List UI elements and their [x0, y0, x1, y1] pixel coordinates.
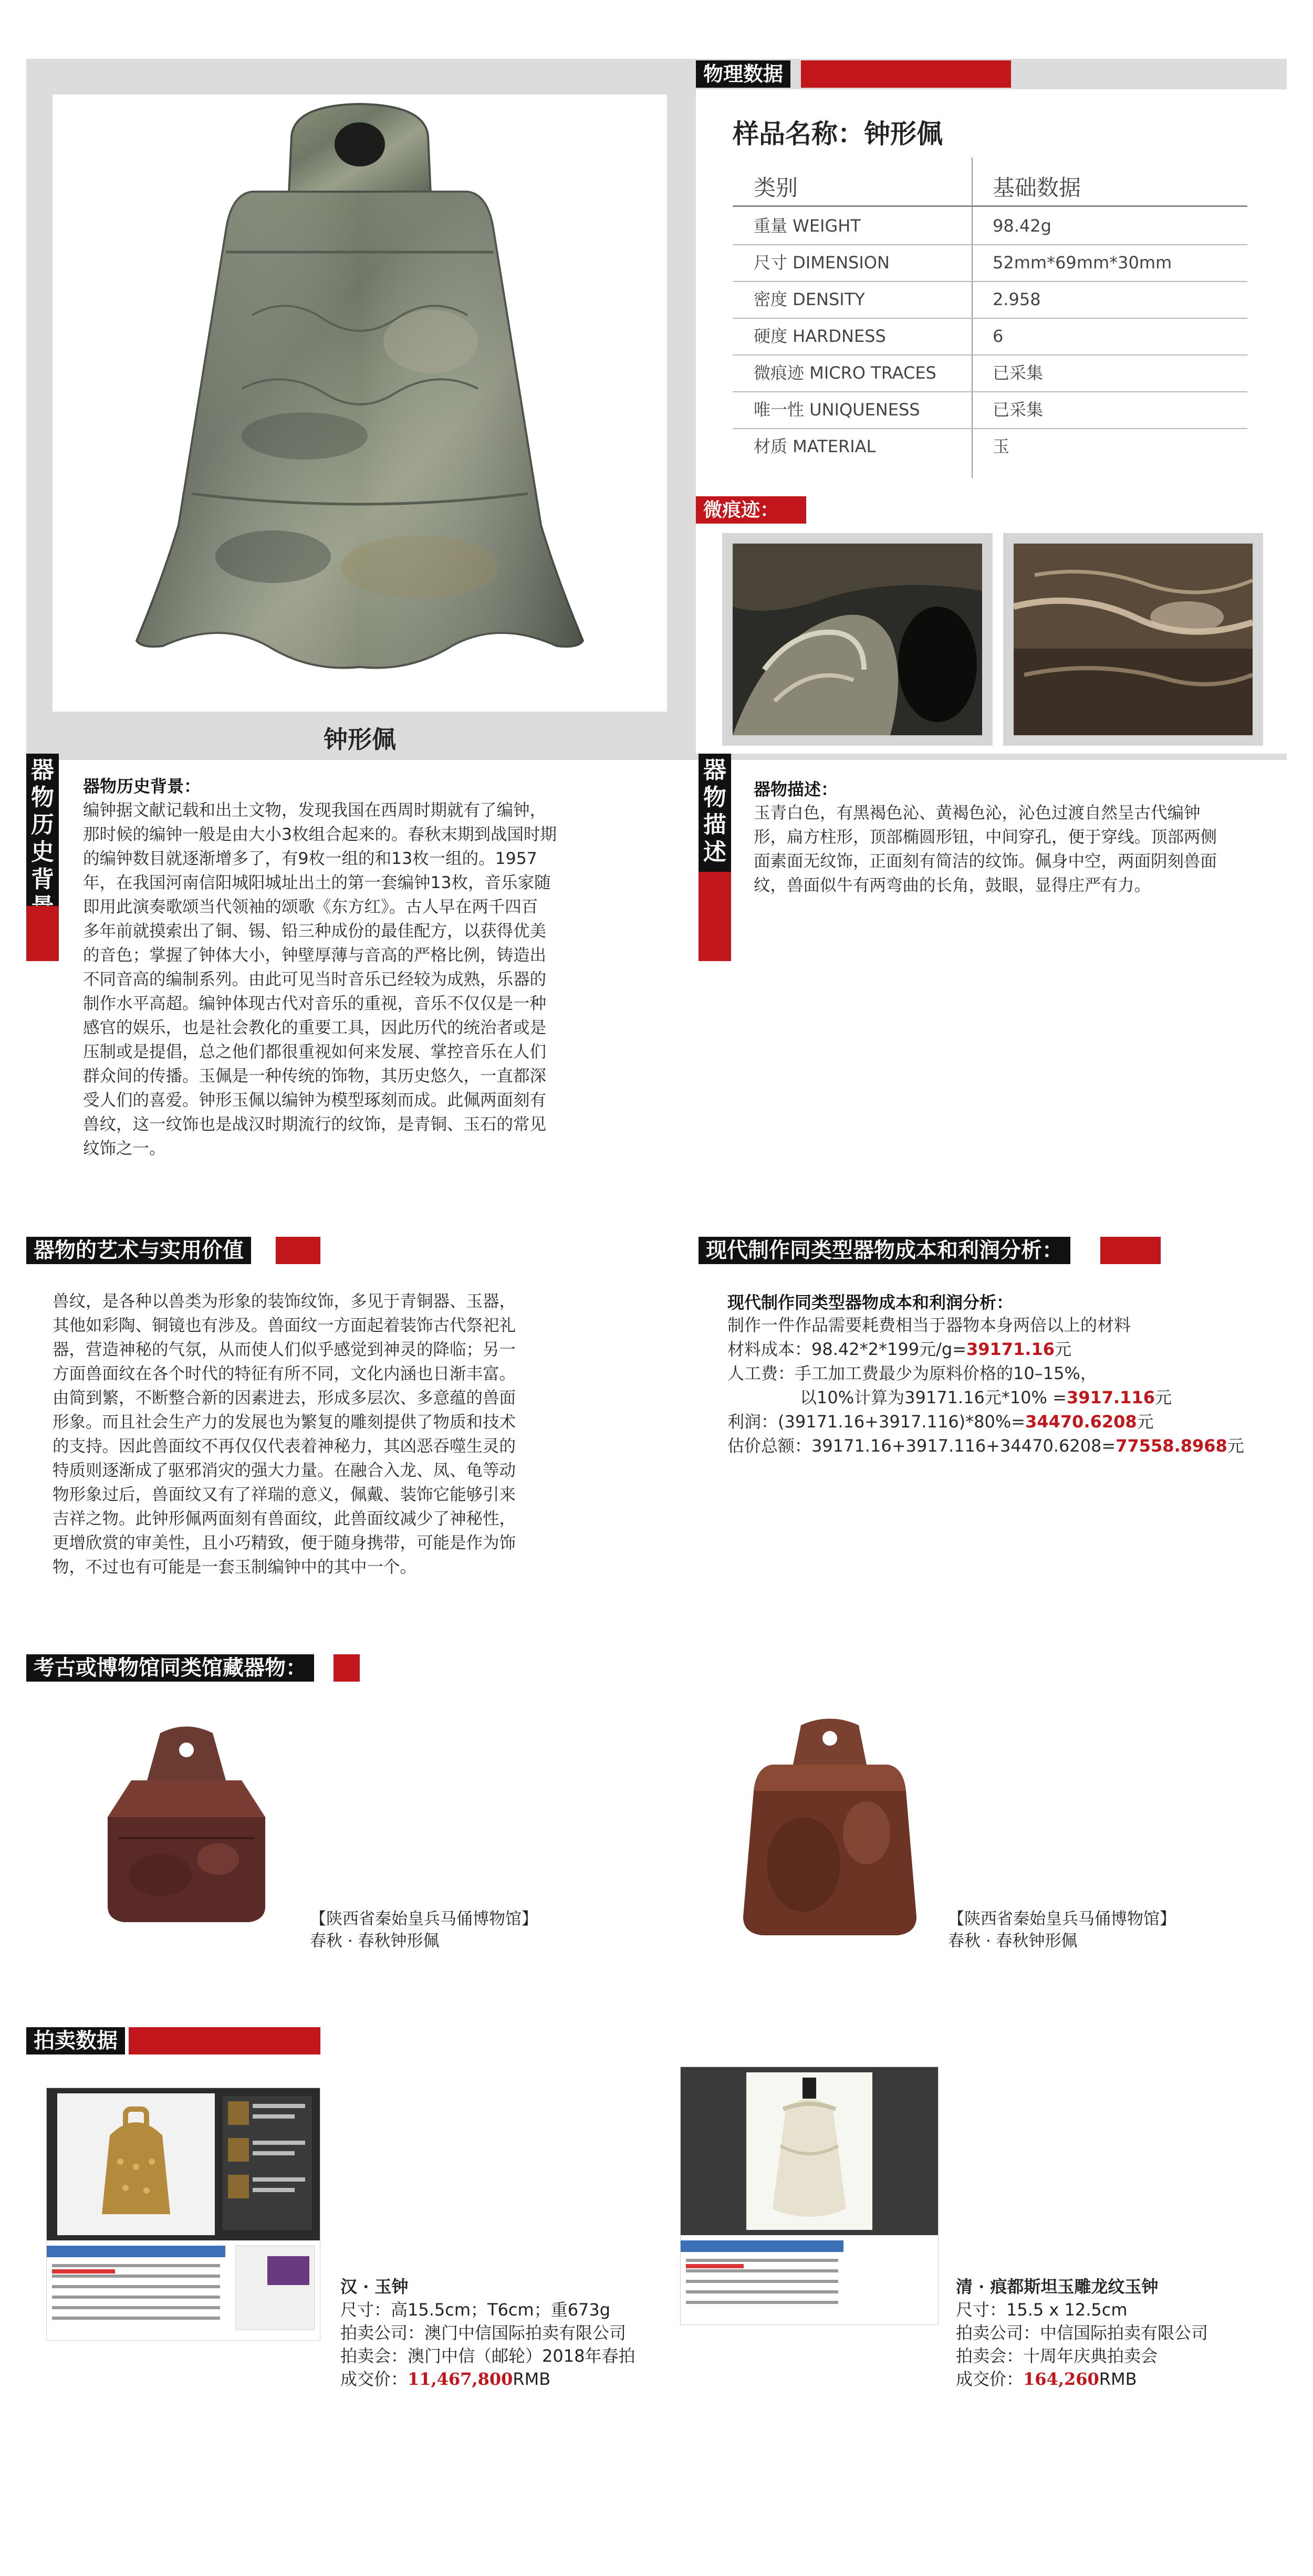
history-line: 不同音高的编制系列。由此可见当时音乐已经较为成熟，乐器的: [83, 970, 547, 989]
physics-row-key: 重量 WEIGHT: [754, 216, 861, 236]
cost-line-5: [727, 1410, 1244, 1434]
physics-row-key: 唯一性 UNIQUENESS: [754, 400, 920, 420]
description-title: 器物描述：: [754, 779, 838, 799]
physics-table-row: [733, 391, 1247, 429]
history-line: 多年前就摸索出了铜、锡、铅三种成份的最佳配方，以获得优美: [83, 922, 547, 941]
description-side-red: [699, 872, 731, 961]
auction-1-size: 尺寸：高15.5cm；T6cm；重673g: [340, 2300, 611, 2320]
history-side-red: [26, 906, 59, 961]
physics-row-value: 52mm*69mm*30mm: [993, 253, 1172, 273]
art-value-line: 物形象过后，兽面纹又有了祥瑞的意义，佩戴、装饰它能够引来: [53, 1485, 516, 1504]
auction-1-company: 拍卖公司：澳门中信国际拍卖有限公司: [340, 2323, 627, 2343]
description-line: 纹，兽面似牛有两弯曲的长角，鼓眼，显得庄严有力。: [754, 876, 1151, 895]
physics-table-row: [733, 318, 1247, 356]
history-line: 受人们的喜爱。钟形玉佩以编钟为模型琢刻而成。此佩两面刻有: [83, 1091, 547, 1110]
history-line: 年，在我国河南信阳城阳城址出土的第一套编钟13枚，音乐家随: [83, 873, 551, 892]
museum-1-name: 【陕西省秦始皇兵马俑博物馆】: [310, 1910, 538, 1928]
cost-line-2-prefix: 材料成本：98.42*2*199元/g=: [727, 1339, 966, 1359]
art-value-body: [53, 1289, 516, 1579]
physics-row-key: 硬度 HARDNESS: [754, 326, 886, 346]
history-line: 纹饰之一。: [83, 1139, 166, 1158]
header-red-bar: [801, 60, 1011, 88]
cost-header-label: 现代制作同类型器物成本和利润分析：: [699, 1237, 1070, 1264]
physics-row-key: 尺寸 DIMENSION: [754, 253, 890, 273]
auction-1-price-label: 成交价：: [340, 2369, 408, 2389]
physics-row-value: 已采集: [993, 363, 1044, 383]
history-line: 的音色；掌握了钟体大小，钟壁厚薄与音高的严格比例，铸造出: [83, 946, 547, 965]
art-value-line: 方面兽面纹在各个时代的特征有所不同，文化内涵也日渐丰富。: [53, 1364, 516, 1383]
auction-header: [26, 2027, 320, 2054]
museum-1-item: 春秋 · 春秋钟形佩: [310, 1932, 440, 1951]
micro-traces-label: 微痕迹：: [703, 499, 779, 521]
side-label-char: 历: [31, 811, 54, 838]
auction-1-price-line: [340, 2368, 635, 2391]
art-value-line: 的支持。因此兽面纹不再仅仅代表着神秘力，其凶恶吞噬生灵的: [53, 1437, 516, 1456]
physics-row-value: 98.42g: [993, 216, 1051, 236]
auction-2-size: 尺寸：15.5 x 12.5cm: [956, 2300, 1128, 2320]
art-value-line: 更增欣赏的审美性，且小巧精致，便于随身携带，可能是作为饰: [53, 1534, 516, 1552]
art-value-line: 形象。而且社会生产力的发展也为繁复的雕刻提供了物质和技术: [53, 1413, 516, 1432]
micro-photo-1: [733, 544, 982, 735]
main-photo-caption: 钟形佩: [324, 725, 396, 754]
museum-header: [26, 1654, 360, 1682]
micro-traces-header: [696, 496, 806, 524]
auction-1-session: 拍卖会：澳门中信（邮轮）2018年春拍: [340, 2346, 635, 2366]
physics-row-value: 已采集: [993, 400, 1044, 420]
cost-line-2-suffix: 元: [1054, 1339, 1071, 1359]
history-line: 感官的娱乐，也是社会教化的重要工具，因此历代的统治者或是: [83, 1018, 547, 1037]
header-red-bar: [276, 1237, 320, 1264]
micro-photo-2: [1014, 544, 1253, 735]
cost-line-2: [727, 1337, 1244, 1361]
main-artifact-photo: [53, 95, 667, 712]
table-header-row: [733, 171, 1247, 207]
art-value-line: 吉祥之物。此钟形佩两面刻有兽面纹，此兽面纹减少了神秘性，: [53, 1509, 516, 1528]
auction-1-price-unit: RMB: [513, 2369, 551, 2389]
art-value-header-label: 器物的艺术与实用价值: [26, 1237, 251, 1264]
auction-2-session: 拍卖会：十周年庆典拍卖会: [956, 2346, 1158, 2366]
auction-1-price: 11,467,800: [408, 2369, 513, 2389]
history-line: 那时候的编钟一般是由大小3枚组合起来的。春秋末期到战国时期: [83, 825, 557, 844]
art-value-line: 由简到繁，不断整合新的因素进去，形成多层次、多意蕴的兽面: [53, 1389, 516, 1407]
description-side-text: [699, 754, 731, 875]
physics-row-key: 微痕迹 MICRO TRACES: [754, 363, 936, 383]
cost-body: [727, 1313, 1244, 1458]
physics-row-key: 材质 MATERIAL: [754, 436, 876, 456]
auction-1-caption: [340, 2275, 635, 2391]
museum-header-label: 考古或博物馆同类馆藏器物：: [26, 1654, 314, 1682]
art-value-header: [26, 1237, 320, 1264]
art-value-line: 物，不过也有可能是一套玉制编钟中的其中一个。: [53, 1558, 417, 1577]
physics-table-row: [733, 244, 1247, 282]
description-side-label: [699, 754, 731, 964]
history-line: 的编钟数目就逐渐增多了，有9枚一组的和13枚一组的。1957: [83, 849, 537, 868]
art-value-line: 其他如彩陶、铜镜也有涉及。兽面纹一方面起着装饰古代祭祀礼: [53, 1316, 516, 1335]
museum-2-item: 春秋 · 春秋钟形佩: [948, 1932, 1078, 1951]
description-line: 面素面无纹饰，正面刻有简洁的纹饰。佩身中空，两面阴刻兽面: [754, 852, 1217, 871]
material-cost-value: 39171.16: [966, 1339, 1055, 1359]
cost-line-6: [727, 1434, 1244, 1458]
history-line: 编钟据文献记载和出土文物，发现我国在西周时期就有了编钟，: [83, 801, 547, 820]
cost-line-5-prefix: 利润：(39171.16+3917.116)*80%=: [727, 1412, 1026, 1432]
auction-2-title: 清 · 痕都斯坦玉雕龙纹玉钟: [956, 2277, 1159, 2297]
art-value-line: 兽纹，是各种以兽类为形象的装饰纹饰，多见于青铜器、玉器，: [53, 1292, 516, 1311]
history-side-text: [26, 754, 59, 909]
history-title: 器物历史背景：: [83, 776, 201, 796]
table-header-basic: 基础数据: [993, 175, 1081, 201]
history-line: 群众间的传播。玉佩是一种传统的饰物，其历史悠久，一直都深: [83, 1067, 547, 1086]
art-value-line: 特质则逐渐成了驱邪消灾的强大力量。在融合入龙、凤、龟等动: [53, 1461, 516, 1480]
table-header-category: 类别: [754, 175, 798, 201]
profit-value: 34470.6208: [1025, 1412, 1137, 1432]
museum-photo-1: [81, 1717, 291, 1943]
physics-row-value: 6: [993, 326, 1004, 346]
side-label-char: 背: [31, 866, 54, 893]
physics-header-label: 物理数据: [696, 60, 790, 88]
cost-line-6-suffix: 元: [1227, 1436, 1244, 1456]
side-label-char: 述: [703, 839, 726, 865]
cost-line-4: [727, 1385, 1244, 1410]
auction-2-caption: [956, 2275, 1208, 2391]
cost-line-5-suffix: 元: [1137, 1412, 1154, 1432]
auction-screenshot-2: [680, 2067, 939, 2325]
history-line: 即用此演奏歌颂当代领袖的颂歌《东方红》。古人早在两千四百: [83, 898, 538, 916]
physics-table-row: [733, 354, 1247, 392]
side-label-char: 器: [31, 757, 54, 784]
history-line: 压制或是提倡，总之他们都很重视如何来发展、掌控音乐在人们: [83, 1042, 547, 1061]
jade-bell-pendant-image: [53, 95, 667, 712]
physics-row-key: 密度 DENSITY: [754, 289, 865, 309]
cost-line-4-prefix: 以10%计算为39171.16元*10% =: [800, 1388, 1067, 1407]
auction-header-label: 拍卖数据: [26, 2027, 125, 2054]
side-label-char: 器: [703, 757, 726, 784]
side-label-char: 描: [703, 811, 726, 838]
museum-photo-2: [714, 1707, 945, 1959]
auction-2-price-label: 成交价：: [956, 2369, 1024, 2389]
header-red-bar: [334, 1654, 360, 1682]
auction-2-price-line: [956, 2368, 1208, 2391]
side-label-char: 物: [31, 784, 54, 811]
history-side-label: [26, 754, 59, 964]
physics-row-value: 2.958: [993, 289, 1041, 309]
history-line: 兽纹，这一纹饰也是战汉时期流行的纹饰，是青铜、玉石的常见: [83, 1115, 547, 1134]
museum-2-name: 【陕西省秦始皇兵马俑博物馆】: [948, 1910, 1176, 1928]
auction-1-title: 汉 · 玉钟: [340, 2277, 409, 2297]
physics-table-row: [733, 428, 1247, 465]
description-body: [754, 801, 1217, 898]
cost-line-1: 制作一件作品需要耗费相当于器物本身两倍以上的材料: [727, 1315, 1131, 1335]
auction-2-company: 拍卖公司：中信国际拍卖有限公司: [956, 2323, 1208, 2343]
labor-cost-value: 3917.116: [1066, 1388, 1155, 1407]
sample-name: 样品名称：钟形佩: [733, 118, 943, 149]
physics-table-row: [733, 207, 1247, 245]
description-line: 玉青白色，有黑褐色沁、黄褐色沁，沁色过渡自然呈古代编钟: [754, 804, 1201, 822]
total-estimate-value: 77558.8968: [1116, 1436, 1227, 1456]
cost-line-4-suffix: 元: [1154, 1388, 1172, 1407]
header-red-bar: [129, 2027, 320, 2054]
cost-line-6-prefix: 估价总额：39171.16+3917.116+34470.6208=: [727, 1436, 1116, 1456]
description-line: 形，扁方柱形，顶部椭圆形钮，中间穿孔，便于穿线。顶部两侧: [754, 828, 1217, 847]
cost-header: [699, 1237, 1161, 1264]
auction-2-price-unit: RMB: [1099, 2369, 1137, 2389]
cost-subtitle: 现代制作同类型器物成本和利润分析：: [727, 1292, 1014, 1312]
history-body: [83, 798, 557, 1161]
physics-header: [696, 60, 1011, 88]
auction-2-price: 164,260: [1023, 2369, 1099, 2389]
header-red-bar: [1100, 1237, 1161, 1264]
history-line: 制作水平高超。编钟体现古代对音乐的重视，音乐不仅仅是一种: [83, 994, 547, 1013]
cost-line-3: 人工费：手工加工费最少为原料价格的10–15%，: [727, 1363, 1097, 1383]
auction-screenshot-1: [46, 2088, 320, 2341]
physics-row-value: 玉: [993, 436, 1010, 456]
art-value-line: 器，营造神秘的气氛，从而使人们似乎感觉到神灵的降临；另一: [53, 1340, 516, 1359]
physics-table-row: [733, 281, 1247, 319]
side-label-char: 物: [703, 784, 726, 811]
side-label-char: 史: [31, 839, 54, 865]
